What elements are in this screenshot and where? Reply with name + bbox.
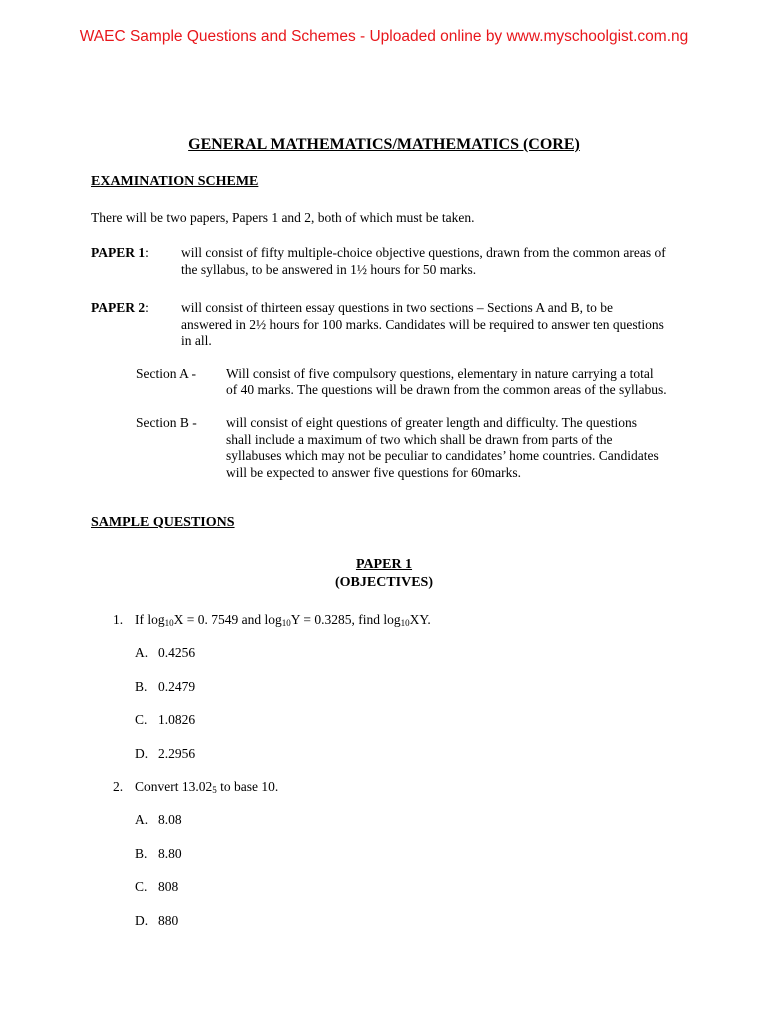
q2-option-d [135,912,179,929]
log-base-subscript: 10 [281,618,291,628]
log-base-subscript: 10 [400,618,410,628]
question-2-text-part: Convert 13.02 [135,779,213,794]
section-b-line1: will consist of eight questions of greater length and difficulty. The questions [226,415,638,430]
header-banner: WAEC Sample Questions and Schemes - Uploaded online by www.myschoolgist.com.ng [79,28,689,45]
option-text: 8.80 [158,846,182,861]
question-1-text [135,611,431,628]
paper1-subtitle: (OBJECTIVES) [334,575,434,590]
q2-option-b [135,845,182,862]
paper1-colon: : [145,245,149,260]
q1-option-a [135,644,196,661]
question-2-number: 2. [113,779,124,794]
document-title: GENERAL MATHEMATICS/MATHEMATICS (CORE) [188,136,580,153]
question-1-text-part: X = 0. 7549 and log [173,612,282,627]
option-letter: A. [135,645,149,660]
option-letter: B. [135,846,148,861]
section-b-label: Section B - [136,415,197,430]
option-text: 0.4256 [158,645,196,660]
paper2-description-line2: answered in 2½ hours for 100 marks. Candidates will be required to answer ten questions [181,317,664,332]
scheme-intro: There will be two papers, Papers 1 and 2, both of which must be taken. [91,210,475,225]
option-letter: C. [135,879,148,894]
option-letter: D. [135,913,149,928]
base-subscript: 5 [212,785,217,795]
option-letter: A. [135,812,149,827]
question-1-text-part: XY. [409,612,431,627]
paper2-colon: : [145,300,149,315]
question-2-text-part: to base 10. [216,779,279,794]
section-a-line2: of 40 marks. The questions will be drawn from the common areas of the syllabus. [226,382,667,397]
question-1-text-part: Y = 0.3285, find log [290,612,401,627]
option-text: 1.0826 [158,712,196,727]
question-1-text-part: If log [135,612,165,627]
q1-option-b [135,678,196,695]
question-1-number: 1. [113,612,124,627]
q2-option-a [135,811,182,828]
option-text: 880 [158,913,179,928]
option-text: 808 [158,879,179,894]
examination-scheme-heading: EXAMINATION SCHEME [91,174,259,189]
paper1-title-text: PAPER 1 [355,557,413,572]
option-letter: D. [135,746,149,761]
paper1-description-line2: the syllabus, to be answered in 1½ hours for 50 marks. [181,262,477,277]
section-a-line1: Will consist of five compulsory questions, elementary in nature carrying a total [226,366,654,381]
option-letter: C. [135,712,148,727]
paper1-title [0,557,768,573]
section-a-label: Section A - [136,366,196,381]
q1-option-c [135,711,196,728]
paper1-label-wrap [91,244,149,261]
section-b-line3: syllabuses which may not be peculiar to candidates’ home countries. Candidates [226,448,659,463]
paper2-description-line1: will consist of thirteen essay questions in two sections – Sections A and B, to be [181,300,613,315]
option-text: 2.2956 [158,746,196,761]
paper1-label: PAPER 1 [91,245,146,260]
paper2-label-wrap [91,299,149,316]
question-2-text [135,778,278,795]
option-text: 8.08 [158,812,182,827]
sample-questions-heading: SAMPLE QUESTIONS [91,515,235,530]
q2-option-c [135,878,179,895]
paper2-description-line3: in all. [181,333,212,348]
q1-option-d [135,745,196,762]
section-b-line2: shall include a maximum of two which shall be drawn from parts of the [226,432,613,447]
option-text: 0.2479 [158,679,196,694]
paper2-label: PAPER 2 [91,300,146,315]
section-b-line4: will be expected to answer five questions for 60marks. [226,465,522,480]
log-base-subscript: 10 [164,618,174,628]
option-letter: B. [135,679,148,694]
paper1-description-line1: will consist of fifty multiple-choice objective questions, drawn from the common areas of [181,245,666,260]
